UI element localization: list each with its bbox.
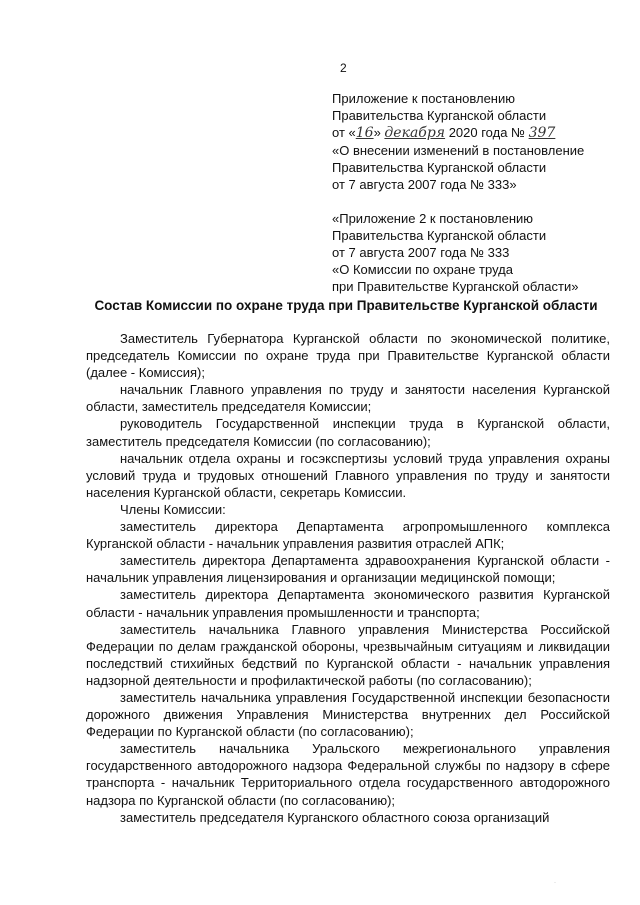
document-title: Состав Комиссии по охране труда при Правительстве Курганской области <box>94 298 598 313</box>
paragraph: заместитель председателя Курганского областного союза организаций <box>120 809 550 825</box>
paragraph: Заместитель Губернатора Курганской области по экономической политике, председатель Комиссии по охране труда при Правительстве Курганской области (далее - Комиссия); <box>86 331 610 381</box>
date-mid: » <box>373 125 385 140</box>
handwritten-day: 16 <box>355 125 374 141</box>
header-line: «О внесении изменений в постановление <box>332 143 585 158</box>
header-line: от 7 августа 2007 года № 333» <box>332 177 517 192</box>
header-line: Правительства Курганской области <box>332 108 547 123</box>
paragraph: заместитель директора Департамента экономического развития Курганской области - начальник управления промышленности и транспорта; <box>86 587 610 620</box>
header-line: Приложение к постановлению <box>332 91 515 106</box>
header-date-line <box>332 124 632 142</box>
date-year: 2020 года № <box>445 125 529 140</box>
header-line: «О Комиссии по охране труда <box>332 262 513 277</box>
paragraph: заместитель начальника управления Государственной инспекции безопасности дорожного движения Управления Министерства внутренних дел Российской Федерации по Курганской области (по согласованию); <box>86 689 610 740</box>
header-line: Правительства Курганской области <box>332 160 547 175</box>
paragraph: заместитель директора Департамента здравоохранения Курганской области - начальник управления лицензирования и организации медицинской помощи; <box>86 553 610 586</box>
paragraph: заместитель директора Департамента агропромышленного комплекса Курганской области - начальник управления развития отраслей АПК; <box>86 519 610 552</box>
paragraph: заместитель начальника Главного управления Министерства Российской Федерации по делам гражданской обороны, чрезвычайным ситуациям и ликвидации последствий стихийных бедствий по Курганской области - начальник управления надзорной деятельности и профилактической работы (по согласованию); <box>86 621 610 688</box>
date-prefix: от « <box>332 125 356 140</box>
document-header <box>332 90 632 295</box>
handwritten-number: 397 <box>528 125 556 141</box>
handwritten-month: декабря <box>384 125 446 141</box>
header-line: при Правительстве Курганской области» <box>332 279 579 294</box>
document-body <box>86 330 610 826</box>
header-line: от 7 августа 2007 года № 333 <box>332 245 510 260</box>
header-line: Правительства Курганской области <box>332 228 547 243</box>
paragraph: руководитель Государственной инспекции труда в Курганской области, заместитель председателя Комиссии (по согласованию); <box>86 416 610 449</box>
paragraph: заместитель начальника Уральского межрегионального управления государственного автодорожного надзора Федеральной службы по надзору в сфере транспорта - начальник Территориального отдела государственного автодорожного надзора по Курганской области (по согласованию); <box>86 741 610 808</box>
paragraph: начальник Главного управления по труду и занятости населения Курганской области, заместитель председателя Комиссии; <box>86 382 610 415</box>
members-heading: Члены Комиссии: <box>120 501 226 517</box>
scan-mark: · <box>554 880 556 886</box>
paragraph: начальник отдела охраны и госэкспертизы условий труда управления охраны условий труда и трудовых отношений Главного управления по труду и занятости населения Курганской области, секретарь Комиссии. <box>86 450 610 500</box>
page-number: 2 <box>340 61 347 75</box>
header-line: «Приложение 2 к постановлению <box>332 211 534 226</box>
